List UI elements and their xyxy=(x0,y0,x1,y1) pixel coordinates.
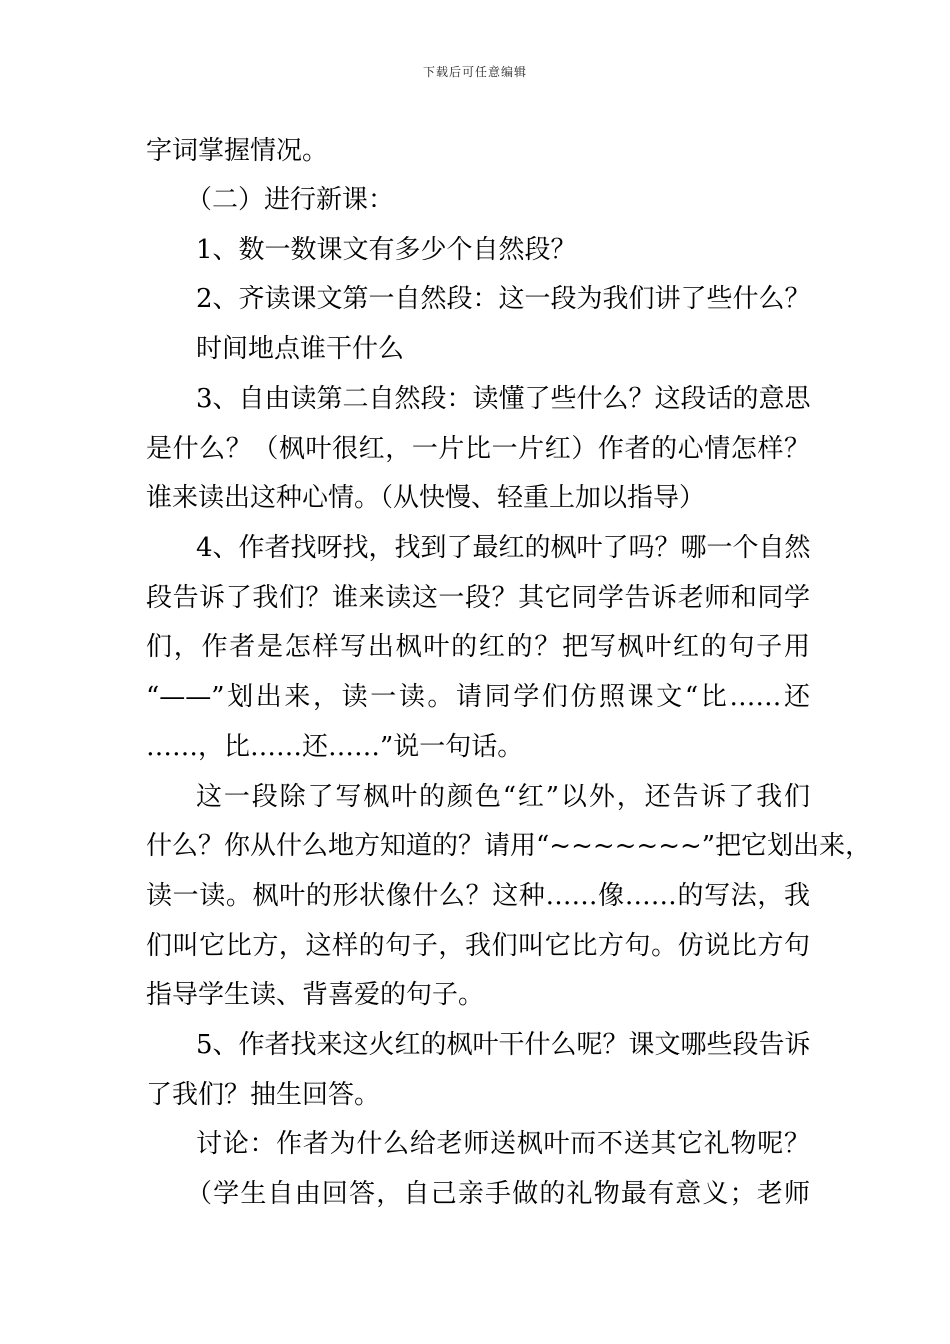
text-line: 时间地点谁干什么 xyxy=(196,334,405,364)
text-line: 们叫它比方，这样的句子，我们叫它比方句。仿说比方句 xyxy=(146,931,810,961)
text-line: 谁来读出这种心情。（从快慢、轻重上加以指导） xyxy=(146,483,706,513)
text-line: （学生自由回答，自己亲手做的礼物最有意义；老师 xyxy=(186,1179,810,1209)
text-line: 3、自由读第二自然段：读懂了些什么？这段话的意思 xyxy=(196,384,811,414)
text-line: 2、齐读课文第一自然段：这一段为我们讲了些什么？ xyxy=(196,284,811,314)
page-header: 下载后可任意编辑 xyxy=(422,65,527,79)
text-line: 4、作者找呀找，找到了最红的枫叶了吗？哪一个自然 xyxy=(196,533,811,563)
text-line: 什么？你从什么地方知道的？请用“~~~~~~~”把它划出来， xyxy=(146,831,872,861)
section-heading: （二）进行新课： xyxy=(186,185,395,215)
text-line: 们，作者是怎样写出枫叶的红的？把写枫叶红的句子用 xyxy=(146,632,810,662)
text-line: “——”划出来，读一读。请同学们仿照课文“比……还 xyxy=(146,682,810,712)
text-line: 是什么？（枫叶很红，一片比一片红）作者的心情怎样？ xyxy=(146,434,810,464)
text-line: 这一段除了写枫叶的颜色“红”以外，还告诉了我们 xyxy=(196,782,810,812)
text-line: 了我们？抽生回答。 xyxy=(146,1080,381,1110)
text-line: 讨论：作者为什么给老师送枫叶而不送其它礼物呢？ xyxy=(196,1129,810,1159)
text-line: 段告诉了我们？谁来读这一段？其它同学告诉老师和同学 xyxy=(146,583,810,613)
text-line: 字词掌握情况。 xyxy=(146,136,329,166)
text-line: 指导学生读、背喜爱的句子。 xyxy=(146,980,485,1010)
text-line: 5、作者找来这火红的枫叶干什么呢？课文哪些段告诉 xyxy=(196,1030,811,1060)
text-line: ……，比……还……”说一句话。 xyxy=(146,732,524,762)
text-line: 1、数一数课文有多少个自然段？ xyxy=(196,235,577,265)
text-line: 读一读。枫叶的形状像什么？这种……像……的写法，我 xyxy=(146,881,810,911)
